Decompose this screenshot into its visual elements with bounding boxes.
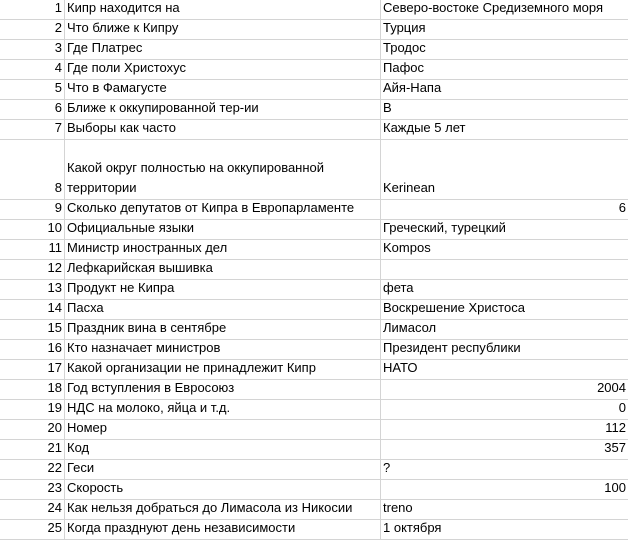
row-number bbox=[0, 200, 65, 219]
question-cell[interactable] bbox=[65, 360, 381, 379]
answer-text: 100 bbox=[604, 480, 626, 495]
answer-cell[interactable] bbox=[381, 480, 628, 499]
row-number bbox=[0, 400, 65, 419]
row-number bbox=[0, 420, 65, 439]
question-text: Кто назначает министров bbox=[67, 340, 221, 355]
row-number bbox=[0, 280, 65, 299]
question-cell[interactable] bbox=[65, 60, 381, 79]
question-text: Когда празднуют день независимости bbox=[67, 520, 296, 535]
answer-cell[interactable] bbox=[381, 20, 628, 39]
question-text: Год вступления в Евросоюз bbox=[67, 380, 235, 395]
answer-text: Лимасол bbox=[383, 320, 437, 335]
row-number-text: 2 bbox=[54, 20, 62, 35]
question-cell[interactable] bbox=[65, 300, 381, 319]
row-number bbox=[0, 240, 65, 259]
table-row bbox=[0, 40, 628, 60]
row-number bbox=[0, 340, 65, 359]
row-number-text: 16 bbox=[47, 340, 62, 355]
row-number bbox=[0, 500, 65, 519]
answer-cell[interactable] bbox=[381, 360, 628, 379]
answer-text: Воскрешение Христоса bbox=[383, 300, 525, 315]
answer-text: Северо-востоке Средиземного моря bbox=[383, 0, 603, 15]
table-row bbox=[0, 500, 628, 520]
answer-text: фета bbox=[383, 280, 414, 295]
row-number-text: 17 bbox=[47, 360, 62, 375]
table-row bbox=[0, 520, 628, 540]
row-number bbox=[0, 300, 65, 319]
question-text: Что ближе к Кипру bbox=[67, 20, 179, 35]
row-number bbox=[0, 20, 65, 39]
row-number-text: 15 bbox=[47, 320, 62, 335]
row-number bbox=[0, 40, 65, 59]
question-cell[interactable] bbox=[65, 100, 381, 119]
answer-text: 112 bbox=[605, 420, 626, 435]
question-text: Праздник вина в сентябре bbox=[67, 320, 227, 335]
table-row bbox=[0, 280, 628, 300]
table-row bbox=[0, 20, 628, 40]
row-number-text: 5 bbox=[54, 80, 62, 95]
answer-cell[interactable] bbox=[381, 500, 628, 519]
answer-text: В bbox=[383, 100, 392, 115]
question-cell[interactable] bbox=[65, 500, 381, 519]
question-text: Сколько депутатов от Кипра в Европарламенте bbox=[67, 200, 355, 215]
question-text: Официальные языки bbox=[67, 220, 195, 235]
answer-text: НАТО bbox=[383, 360, 418, 375]
answer-cell[interactable] bbox=[381, 300, 628, 319]
row-number bbox=[0, 320, 65, 339]
table-row bbox=[0, 100, 628, 120]
question-text: Какой округ полностью на оккупированной территории bbox=[67, 160, 325, 195]
table-row bbox=[0, 340, 628, 360]
answer-cell[interactable] bbox=[381, 320, 628, 339]
answer-text: 357 bbox=[604, 440, 626, 455]
question-cell[interactable] bbox=[65, 400, 381, 419]
answer-cell[interactable] bbox=[381, 340, 628, 359]
answer-text: Тродос bbox=[383, 40, 426, 55]
answer-cell[interactable] bbox=[381, 460, 628, 479]
answer-cell[interactable] bbox=[381, 280, 628, 299]
row-number-text: 4 bbox=[54, 60, 62, 75]
question-text: Номер bbox=[67, 420, 108, 435]
answer-cell[interactable] bbox=[381, 440, 628, 459]
table-row bbox=[0, 60, 628, 80]
answer-cell[interactable] bbox=[381, 420, 628, 439]
question-cell[interactable] bbox=[65, 480, 381, 499]
row-number-text: 9 bbox=[54, 200, 62, 215]
answer-cell[interactable] bbox=[381, 100, 628, 119]
question-text: Где поли Христохус bbox=[67, 60, 186, 75]
answer-cell[interactable] bbox=[381, 260, 628, 279]
question-cell[interactable] bbox=[65, 460, 381, 479]
row-number-text: 21 bbox=[47, 440, 62, 455]
row-number bbox=[0, 440, 65, 459]
row-number-text: 14 bbox=[47, 300, 62, 315]
row-number-text: 3 bbox=[54, 40, 62, 55]
question-text: Выборы как часто bbox=[67, 120, 176, 135]
answer-cell[interactable] bbox=[381, 120, 628, 139]
row-number-text: 8 bbox=[54, 180, 62, 195]
table-row bbox=[0, 420, 628, 440]
row-number bbox=[0, 460, 65, 479]
question-cell[interactable] bbox=[65, 80, 381, 99]
answer-cell[interactable] bbox=[381, 520, 628, 539]
question-cell[interactable] bbox=[65, 420, 381, 439]
row-number bbox=[0, 520, 65, 539]
answer-text: Турция bbox=[383, 20, 426, 35]
table-row bbox=[0, 140, 628, 200]
answer-text: Каждые 5 лет bbox=[383, 120, 466, 135]
question-cell[interactable] bbox=[65, 260, 381, 279]
table-row bbox=[0, 320, 628, 340]
answer-text: Kerinean bbox=[383, 180, 436, 195]
question-text: Пасха bbox=[67, 300, 104, 315]
table-row bbox=[0, 480, 628, 500]
question-text: Продукт не Кипра bbox=[67, 280, 175, 295]
question-cell[interactable] bbox=[65, 140, 381, 199]
row-number-text: 10 bbox=[47, 220, 62, 235]
question-cell[interactable] bbox=[65, 380, 381, 399]
table-row bbox=[0, 260, 628, 280]
question-text: Скорость bbox=[67, 480, 124, 495]
answer-cell[interactable] bbox=[381, 60, 628, 79]
row-number-text: 20 bbox=[47, 420, 62, 435]
row-number-text: 6 bbox=[54, 100, 62, 115]
table-row bbox=[0, 360, 628, 380]
question-text: Геси bbox=[67, 460, 95, 475]
table-row bbox=[0, 80, 628, 100]
table-row bbox=[0, 400, 628, 420]
row-number-text: 12 bbox=[47, 260, 62, 275]
answer-cell[interactable] bbox=[381, 0, 628, 19]
row-number bbox=[0, 120, 65, 139]
table-row bbox=[0, 120, 628, 140]
row-number-text: 24 bbox=[47, 500, 62, 515]
question-cell[interactable] bbox=[65, 240, 381, 259]
answer-cell[interactable] bbox=[381, 200, 628, 219]
answer-text: treno bbox=[383, 500, 413, 515]
answer-cell[interactable] bbox=[381, 380, 628, 399]
table-row bbox=[0, 220, 628, 240]
row-number bbox=[0, 360, 65, 379]
table-row bbox=[0, 460, 628, 480]
question-cell[interactable] bbox=[65, 340, 381, 359]
question-cell[interactable] bbox=[65, 120, 381, 139]
row-number bbox=[0, 80, 65, 99]
question-text: Что в Фамагусте bbox=[67, 80, 167, 95]
row-number bbox=[0, 220, 65, 239]
answer-cell[interactable] bbox=[381, 140, 628, 199]
answer-text: 2004 bbox=[597, 380, 626, 395]
row-number-text: 19 bbox=[47, 400, 62, 415]
question-text: Ближе к оккупированной тер-ии bbox=[67, 100, 259, 115]
question-cell[interactable] bbox=[65, 40, 381, 59]
answer-cell[interactable] bbox=[381, 400, 628, 419]
question-text: Где Платрес bbox=[67, 40, 143, 55]
question-text: НДС на молоко, яйца и т.д. bbox=[67, 400, 231, 415]
answer-text: 6 bbox=[618, 200, 626, 215]
row-number bbox=[0, 480, 65, 499]
answer-cell[interactable] bbox=[381, 40, 628, 59]
answer-cell[interactable] bbox=[381, 80, 628, 99]
question-text: Какой организации не принадлежит Кипр bbox=[67, 360, 316, 375]
answer-text: Kompos bbox=[383, 240, 431, 255]
question-cell[interactable] bbox=[65, 20, 381, 39]
row-number-text: 25 bbox=[47, 520, 62, 535]
table-row bbox=[0, 240, 628, 260]
table-row bbox=[0, 0, 628, 20]
row-number-text: 1 bbox=[54, 0, 62, 15]
row-number bbox=[0, 260, 65, 279]
answer-text: Пафос bbox=[383, 60, 424, 75]
question-cell[interactable] bbox=[65, 280, 381, 299]
row-number bbox=[0, 380, 65, 399]
question-text: Код bbox=[67, 440, 90, 455]
row-number bbox=[0, 140, 65, 199]
question-text: Как нельзя добраться до Лимасола из Никосии bbox=[67, 500, 353, 515]
row-number-text: 7 bbox=[54, 120, 62, 135]
question-cell[interactable] bbox=[65, 200, 381, 219]
row-number bbox=[0, 0, 65, 19]
question-cell[interactable] bbox=[65, 520, 381, 539]
row-number bbox=[0, 60, 65, 79]
row-number-text: 22 bbox=[47, 460, 62, 475]
answer-text: 1 октября bbox=[383, 520, 442, 535]
table-row bbox=[0, 200, 628, 220]
table-row bbox=[0, 440, 628, 460]
row-number-text: 23 bbox=[47, 480, 62, 495]
question-text: Кипр находится на bbox=[67, 0, 180, 15]
question-cell[interactable] bbox=[65, 320, 381, 339]
row-number-text: 13 bbox=[47, 280, 62, 295]
answer-text: 0 bbox=[618, 400, 626, 415]
row-number-text: 11 bbox=[48, 240, 62, 255]
table-row bbox=[0, 380, 628, 400]
question-cell[interactable] bbox=[65, 220, 381, 239]
question-text: Лефкарийская вышивка bbox=[67, 260, 213, 275]
question-text: Министр иностранных дел bbox=[67, 240, 228, 255]
row-number-text: 18 bbox=[47, 380, 62, 395]
question-cell[interactable] bbox=[65, 0, 381, 19]
question-cell[interactable] bbox=[65, 440, 381, 459]
answer-text: ? bbox=[383, 460, 391, 475]
row-number bbox=[0, 100, 65, 119]
answer-cell[interactable] bbox=[381, 220, 628, 239]
answer-cell[interactable] bbox=[381, 240, 628, 259]
table-row bbox=[0, 300, 628, 320]
answer-text: Греческий, турецкий bbox=[383, 220, 506, 235]
answer-text: Президент республики bbox=[383, 340, 521, 355]
answer-text: Айя-Напа bbox=[383, 80, 442, 95]
